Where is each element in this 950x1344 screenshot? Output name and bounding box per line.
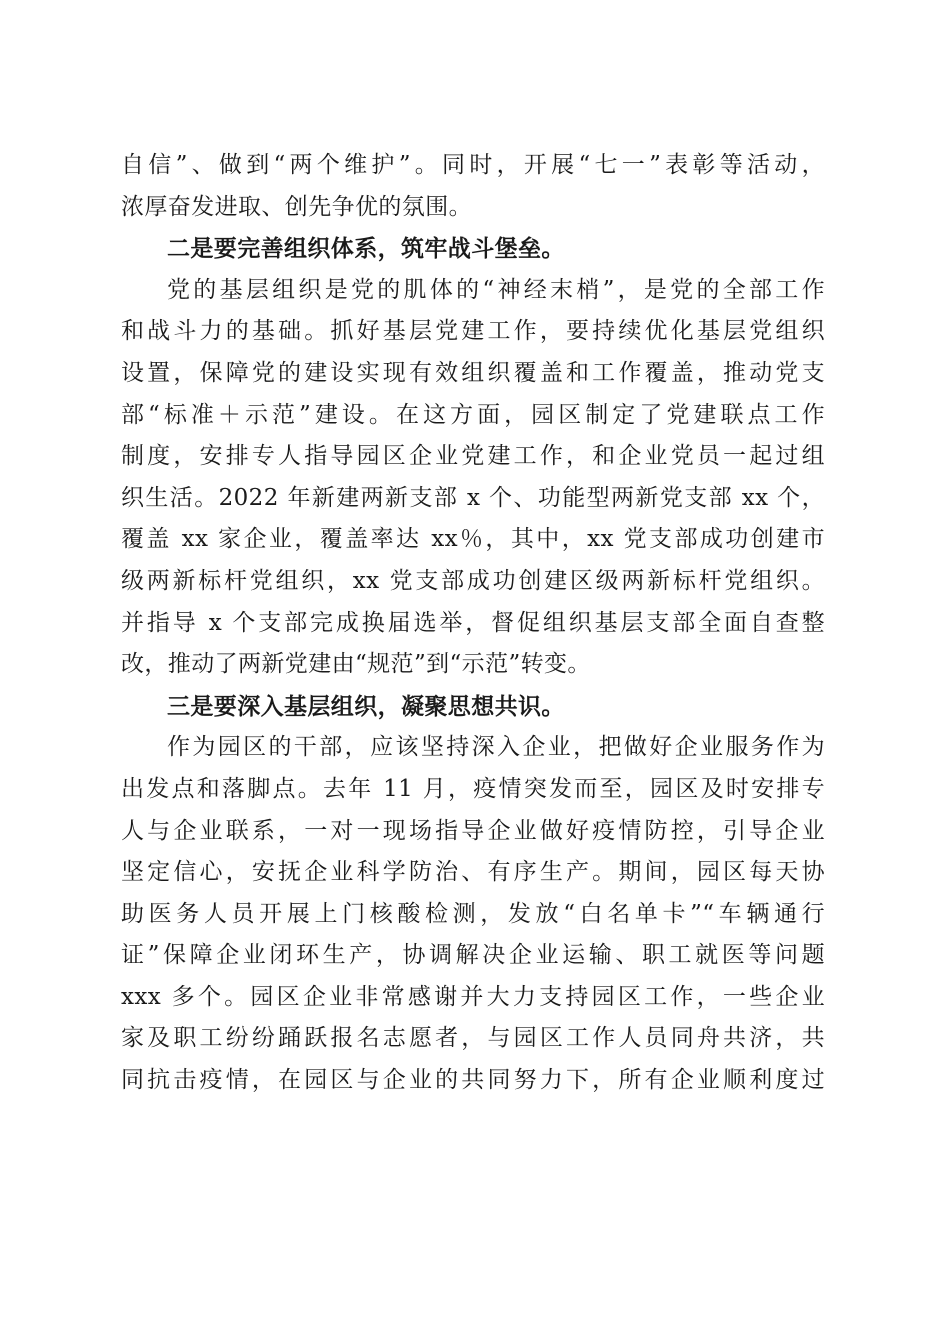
document-body bbox=[121, 145, 825, 1102]
paragraph-line: 坚定信心，安抚企业科学防治、有序生产。期间，园区每天协 bbox=[121, 859, 825, 886]
section-heading-2: 二是要完善组织体系，筑牢战斗堡垒。 bbox=[167, 235, 565, 263]
paragraph-line: 家及职工纷纷踊跃报名志愿者，与园区工作人员同舟共济，共 bbox=[121, 1025, 825, 1052]
paragraph-line: 自信”、做到“两个维护”。同时，开展“七一”表彰等活动， bbox=[121, 152, 825, 178]
paragraph-3 bbox=[121, 727, 825, 1101]
paragraph-line: 织生活。2022 年新建两新支部 x 个、功能型两新党支部 xx 个， bbox=[121, 484, 825, 511]
section-heading-3: 三是要深入基层组织，凝聚思想共识。 bbox=[167, 692, 565, 720]
paragraph-1 bbox=[121, 145, 825, 228]
paragraph-line: 级两新标杆党组织，xx 党支部成功创建区级两新标杆党组织。 bbox=[121, 567, 825, 594]
paragraph-line: 覆盖 xx 家企业，覆盖率达 xx％，其中，xx 党支部成功创建市 bbox=[121, 526, 825, 553]
paragraph-line: 证”保障企业闭环生产，协调解决企业运输、职工就医等问题 bbox=[121, 942, 825, 969]
paragraph-line: 和战斗力的基础。抓好基层党建工作，要持续优化基层党组织 bbox=[121, 318, 825, 345]
paragraph-line: 部“标准＋示范”建设。在这方面，园区制定了党建联点工作 bbox=[121, 401, 825, 428]
paragraph-line: 党的基层组织是党的肌体的“神经末梢”，是党的全部工作 bbox=[167, 276, 825, 303]
paragraph-line: 制度，安排专人指导园区企业党建工作，和企业党员一起过组 bbox=[121, 443, 825, 470]
paragraph-2 bbox=[121, 270, 825, 686]
paragraph-line: 作为园区的干部，应该坚持深入企业，把做好企业服务作为 bbox=[167, 734, 825, 761]
paragraph-line: 人与企业联系，一对一现场指导企业做好疫情防控，引导企业 bbox=[121, 817, 825, 844]
paragraph-line: 出发点和落脚点。去年 11 月，疫情突发而至，园区及时安排专 bbox=[121, 775, 825, 802]
paragraph-line: 设置，保障党的建设实现有效组织覆盖和工作覆盖，推动党支 bbox=[121, 359, 825, 386]
paragraph-line: 助医务人员开展上门核酸检测，发放“白名单卡”“车辆通行 bbox=[121, 900, 825, 927]
paragraph-line: 改，推动了两新党建由“规范”到“示范”转变。 bbox=[121, 651, 591, 678]
paragraph-line: xxx 多个。园区企业非常感谢并大力支持园区工作，一些企业 bbox=[121, 983, 825, 1010]
paragraph-line: 浓厚奋发进取、创先争优的氛围。 bbox=[121, 193, 472, 220]
paragraph-line: 并指导 x 个支部完成换届选举，督促组织基层支部全面自查整 bbox=[121, 609, 825, 636]
paragraph-line: 同抗击疫情，在园区与企业的共同努力下，所有企业顺利度过 bbox=[121, 1067, 825, 1094]
